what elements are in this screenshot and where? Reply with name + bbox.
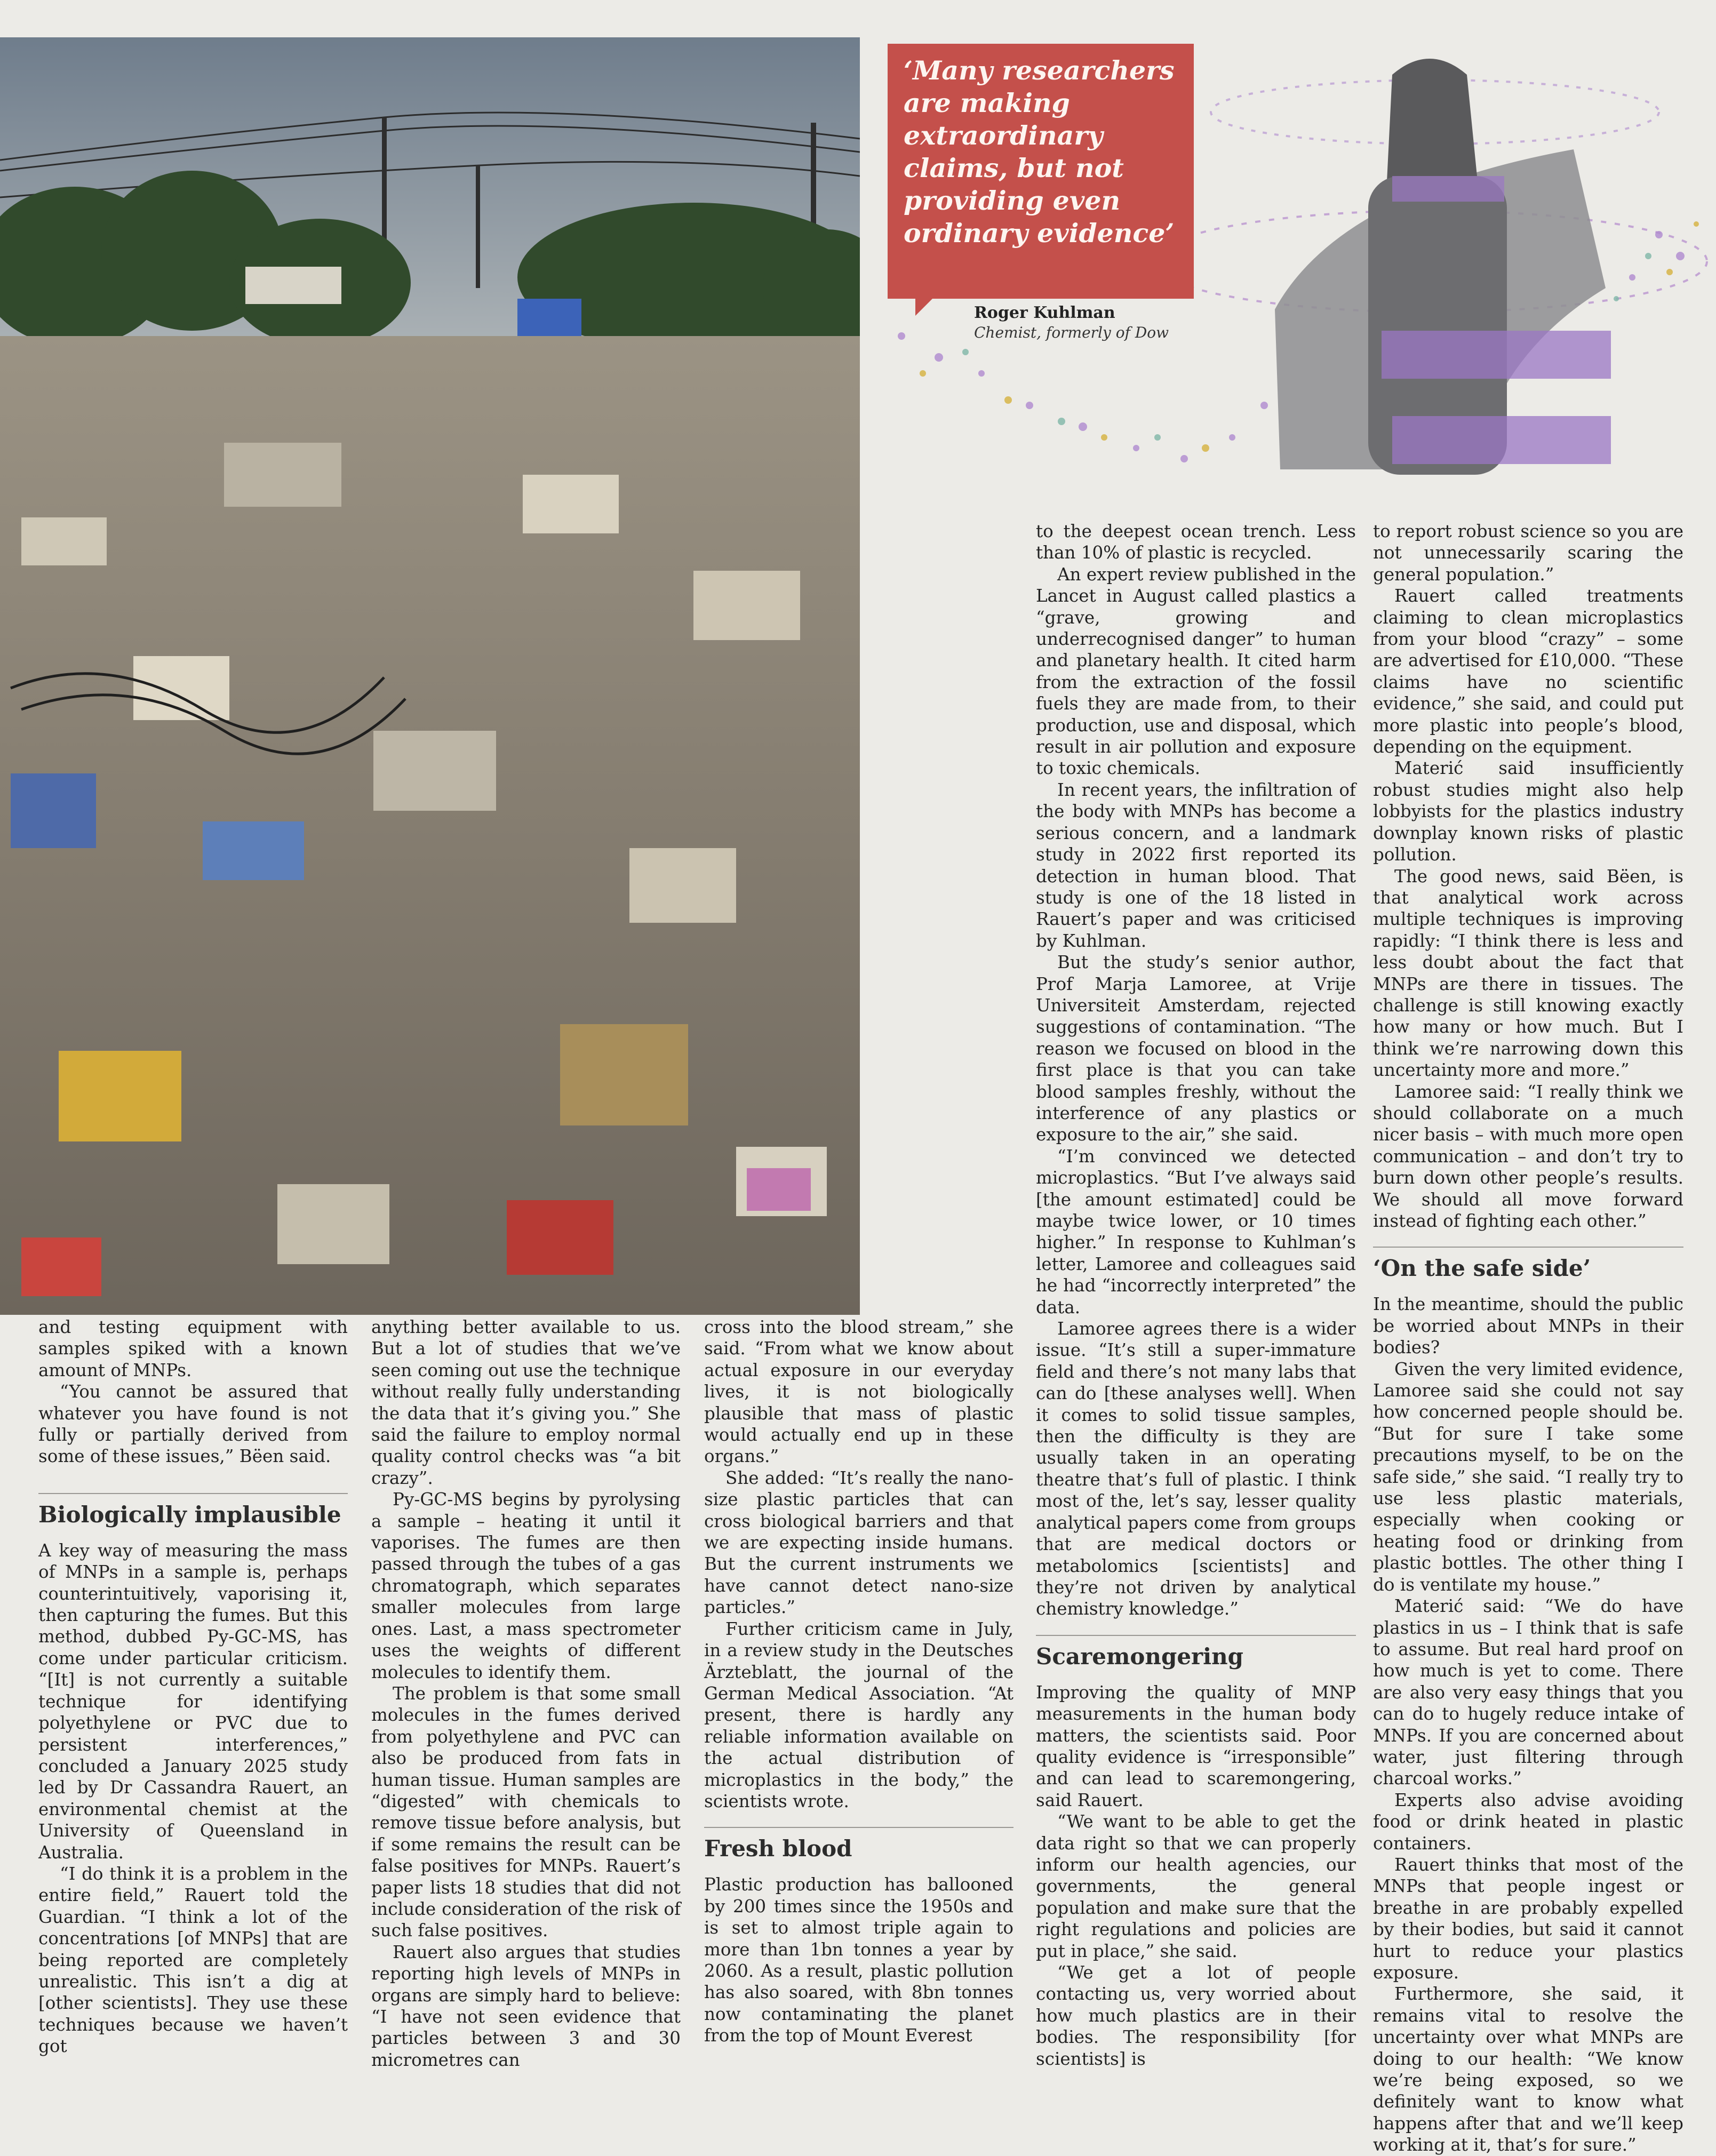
paragraph: The good news, said Bëen, is that analytical work across multiple techniques is improving rapidly: “I think there is less and less doubt about the fact that MNPs are there in tissues. The challenge is still knowing exactly how many or how much. But I think we’re narrowing down this uncertainty more and more.” — [1373, 866, 1683, 1081]
paragraph: and testing equipment with samples spiked with a known amount of MNPs. — [38, 1317, 348, 1380]
paragraph: Furthermore, she said, it remains vital to resolve the uncertainty over what MNPs are doing to our health: “We know we’re being exposed, so we definitely want to know what happens after that and we’ll keep working at it, that’s for sure.” — [1373, 1984, 1683, 2155]
paragraph: “We get a lot of people contacting us, very worried about how much plastics are in their bodies. The responsibility [for scientists] is — [1036, 1962, 1356, 2069]
paragraph: But the study’s senior author, Prof Marja Lamoree, at Vrije Universiteit Amsterdam, rejected suggestions of contamination. “The reason we focused on blood in the first place is that you can take blood samples freshly, without the interference of any plastics or exposure to the air,” she said. — [1036, 952, 1356, 1145]
paragraph: Materić said insufficiently robust studies might also help lobbyists for the plastics industry downplay known risks of plastic pollution. — [1373, 758, 1683, 865]
paragraph: Further criticism came in July, in a review study in the Deutsches Ärzteblatt, the journal of the German Medical Association. “At present, there is hardly any reliable information available on the actual distribution of microplastics in the body,” the scientists wrote. — [704, 1618, 1013, 1811]
pull-quote-attribution — [974, 303, 1198, 342]
pull-quote-tail — [915, 298, 933, 316]
paragraph: An expert review published in the Lancet in August called plastics a “grave, growing and underrecognised danger” to human and planetary health. It cited harm from the extraction of the fossil fuels they are made from, to their production, use and disposal, which result in air pollution and exposure to toxic chemicals. — [1036, 564, 1356, 779]
paragraph: to the deepest ocean trench. Less than 10% of plastic is recycled. — [1036, 521, 1356, 563]
attribution-role: Chemist, formerly of Dow — [974, 324, 1169, 341]
paragraph: Plastic production has ballooned by 200 times since the 1950s and is set to almost triple again to more than 1bn tonnes a year by 2060. As a result, plastic pollution has also soared, with 8bn tonnes now contaminating the planet from the top of Mount Everest — [704, 1874, 1013, 2046]
paragraph: Improving the quality of MNP measurements in the human body matters, the scientists said. Poor quality evidence is “irresponsible” and can lead to scaremongering, said Rauert. — [1036, 1682, 1356, 1810]
paragraph: She added: “It’s really the nano-size plastic particles that can cross biological barriers and that we are expecting inside humans. But the current instruments we have cannot detect nano-size particles.” — [704, 1467, 1013, 1618]
paragraph: Rauert also argues that studies reporting high levels of MNPs in organs are simply hard to believe: “I have not seen evidence that particles between 3 and 30 micrometres can — [371, 1942, 681, 2070]
paragraph: Py-GC-MS begins by pyrolysing a sample – heating it until it vaporises. The fumes are then passed through the tubes of a gas chromatograph, which separates smaller molecules from large ones. Last, a mass spectrometer uses the weights of different molecules to identify them. — [371, 1489, 681, 1682]
paragraph: Experts also advise avoiding food or drink heated in plastic containers. — [1373, 1790, 1683, 1854]
subheading-scaremongering: Scaremongering — [1036, 1635, 1356, 1670]
paragraph: Rauert thinks that most of the MNPs that people ingest or breathe in are probably expelled by their bodies, but said it cannot hurt to reduce your plastics exposure. — [1373, 1854, 1683, 1983]
paragraph: The problem is that some small molecules in the fumes derived from polyethylene and PVC can also be produced from fats in human tissue. Human samples are “digested” with chemicals to remove tissue before analysis, but if some remains the result can be false positives for MNPs. Rauert’s paper lists 18 studies that did not include consideration of the risk of such false positives. — [371, 1683, 681, 1941]
paragraph: In recent years, the infiltration of the body with MNPs has become a serious concern, and a landmark study in 2022 first reported its detection in human blood. That study is one of the 18 listed in Rauert’s paper and was criticised by Kuhlman. — [1036, 779, 1356, 951]
attribution-name: Roger Kuhlman — [974, 304, 1115, 322]
article-column-1 — [38, 1316, 348, 2057]
paragraph: “I’m convinced we detected microplastics. “But I’ve always said [the amount estimated] could be maybe twice lower, or 10 times higher.” In response to Kuhlman’s letter, Lamoree and colleagues said he had “incorrectly interpreted” the data. — [1036, 1146, 1356, 1317]
article-column-2 — [371, 1316, 681, 2071]
paragraph: “We want to be able to get the data right so that we can properly inform our health agencies, our governments, the general population and make sure that the right regulations and policies are put in place,” she said. — [1036, 1811, 1356, 1961]
subheading-on-the-safe-side: ‘On the safe side’ — [1373, 1247, 1683, 1282]
subheading-fresh-blood: Fresh blood — [704, 1827, 1013, 1862]
paragraph: anything better available to us. But a lot of studies that we’ve seen coming out use the technique without really fully understanding the data that it’s giving you.” She said the failure to employ normal quality control checks was “a bit crazy”. — [371, 1317, 681, 1488]
paragraph: Materić said: “We do have plastics in us – I think that is safe to assume. But real hard proof on how much is yet to come. There are also very easy things that you can do to hugely reduce intake of MNPs. If you are concerned about water, just filtering through charcoal works.” — [1373, 1596, 1683, 1789]
paragraph: Rauert called treatments claiming to clean microplastics from your blood “crazy” – some are advertised for £10,000. “These claims have no scientific evidence,” she said, and could put more plastic into people’s blood, depending on the equipment. — [1373, 586, 1683, 757]
article-column-3 — [704, 1316, 1013, 2047]
paragraph: Lamoree agrees there is a wider issue. “It’s still a super-immature field and there’s not many labs that can do [these analyses well]. When it comes to solid tissue samples, then the difficulty is they are usually taken in an operating theatre that’s full of plastic. I think most of the, let’s say, lesser quality analytical papers come from groups that are medical doctors or metabolomics [scientists] and they’re not driven by analytical chemistry knowledge.” — [1036, 1319, 1356, 1619]
pull-quote-box — [888, 44, 1194, 299]
article-column-4 — [1036, 521, 1356, 2070]
subheading-biologically-implausible: Biologically implausible — [38, 1493, 348, 1528]
paragraph: Lamoree said: “I really think we should collaborate on a much nicer basis – with much more open communication – and don’t try to burn down other people’s results. We should all move forward instead of fighting each other.” — [1373, 1081, 1683, 1231]
paragraph: cross into the blood stream,” she said. “From what we know about actual exposure in our everyday lives, it is not biologically plausible that mass of plastic would actually end up in these organs.” — [704, 1317, 1013, 1467]
paragraph: Given the very limited evidence, Lamoree said she could not say how concerned people should be. “But for sure I take some precautions myself, to be on the safe side,” she said. “I really try to use less plastic materials, especially when cooking or heating food or drinking from plastic bottles. The other thing I do is ventilate my house.” — [1373, 1359, 1683, 1595]
landfill-photo — [0, 37, 860, 1315]
paragraph: to report robust science so you are not unnecessarily scaring the general population.” — [1373, 521, 1683, 585]
paragraph: A key way of measuring the mass of MNPs in a sample is, perhaps counterintuitively, vaporising it, then capturing the fumes. But this method, dubbed Py-GC-MS, has come under particular criticism. “[It] is not currently a suitable technique for identifying polyethylene or PVC due to persistent interferences,” concluded a January 2025 study led by Dr Cassandra Rauert, an environmental chemist at the University of Queensland in Australia. — [38, 1540, 348, 1863]
paragraph: “You cannot be assured that whatever you have found is not fully or partially derived from some of these issues,” Bëen said. — [38, 1382, 348, 1467]
paragraph: “I do think it is a problem in the entire field,” Rauert told the Guardian. “I think a lot of the concentrations [of MNPs] that are being reported are completely unrealistic. This isn’t a dig at [other scientists]. They use these techniques because we haven’t got — [38, 1863, 348, 2057]
pull-quote-text: ‘Many researchers are making extraordinary claims, but not providing even ordinary evidence’ — [904, 55, 1175, 249]
article-column-5 — [1373, 521, 1683, 2156]
landfill-photo-graphic — [0, 37, 860, 1315]
paragraph: In the meantime, should the public be worried about MNPs in their bodies? — [1373, 1294, 1683, 1358]
